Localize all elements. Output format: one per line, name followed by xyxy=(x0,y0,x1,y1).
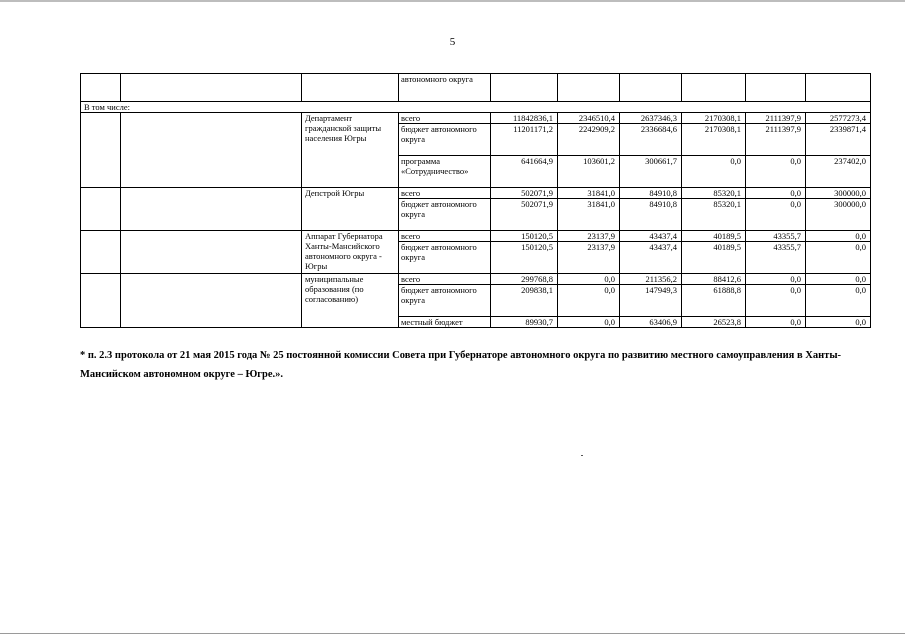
empty-cell xyxy=(121,113,302,188)
value-cell: 23137,9 xyxy=(558,231,620,242)
executor-cell: Департамент гражданской защиты населения Югры xyxy=(302,113,399,188)
value-cell: 641664,9 xyxy=(491,156,558,188)
value-cell: 43437,4 xyxy=(620,242,682,274)
table-row xyxy=(81,188,871,199)
value-cell: 2170308,1 xyxy=(682,124,746,156)
table-subheader-row xyxy=(81,102,871,113)
table-row xyxy=(81,231,871,242)
value-cell: 150120,5 xyxy=(491,231,558,242)
value-cell: 0,0 xyxy=(746,317,806,328)
value-cell: 300000,0 xyxy=(806,188,871,199)
value-cell: 209838,1 xyxy=(491,285,558,317)
empty-cell xyxy=(81,188,121,231)
executor-cell: Аппарат Губернатора Ханты-Мансийского автономного округа - Югры xyxy=(302,231,399,274)
empty-cell xyxy=(302,74,399,102)
empty-cell xyxy=(81,231,121,274)
value-cell: 300000,0 xyxy=(806,199,871,231)
value-cell: 0,0 xyxy=(682,156,746,188)
value-cell: 0,0 xyxy=(558,317,620,328)
table-body xyxy=(81,74,871,328)
value-cell xyxy=(682,74,746,102)
value-cell xyxy=(806,74,871,102)
empty-cell xyxy=(81,274,121,328)
table-row xyxy=(81,274,871,285)
value-cell: 2637346,3 xyxy=(620,113,682,124)
value-cell: 31841,0 xyxy=(558,199,620,231)
funding-source-cell: бюджет автономного округа xyxy=(399,242,491,274)
value-cell: 2111397,9 xyxy=(746,113,806,124)
value-cell: 61888,8 xyxy=(682,285,746,317)
value-cell: 2577273,4 xyxy=(806,113,871,124)
executor-cell: Депстрой Югры xyxy=(302,188,399,231)
value-cell: 0,0 xyxy=(746,199,806,231)
value-cell: 0,0 xyxy=(746,285,806,317)
value-cell: 0,0 xyxy=(746,188,806,199)
value-cell: 299768,8 xyxy=(491,274,558,285)
executor-cell: муниципальные образования (по согласованию) xyxy=(302,274,399,328)
value-cell: 88412,6 xyxy=(682,274,746,285)
funding-source-cell: бюджет автономного округа xyxy=(399,199,491,231)
value-cell: 0,0 xyxy=(746,274,806,285)
value-cell: 211356,2 xyxy=(620,274,682,285)
footnote: * п. 2.3 протокола от 21 мая 2015 года № 25 постоянной комиссии Совета при Губернаторе автономного округа по развитию местного самоуправления в Ханты-Мансийском автономном округе – Югре.». xyxy=(80,350,842,380)
value-cell xyxy=(620,74,682,102)
value-cell: 2346510,4 xyxy=(558,113,620,124)
value-cell: 150120,5 xyxy=(491,242,558,274)
value-cell: 0,0 xyxy=(558,285,620,317)
empty-cell xyxy=(121,74,302,102)
value-cell: 147949,3 xyxy=(620,285,682,317)
value-cell: 89930,7 xyxy=(491,317,558,328)
budget-table xyxy=(80,73,871,328)
value-cell: 11842836,1 xyxy=(491,113,558,124)
value-cell: 0,0 xyxy=(746,156,806,188)
value-cell: 2111397,9 xyxy=(746,124,806,156)
value-cell: 85320,1 xyxy=(682,199,746,231)
funding-source-cell: всего xyxy=(399,188,491,199)
value-cell: 2242909,2 xyxy=(558,124,620,156)
subheader-cell: В том числе: xyxy=(81,102,871,113)
empty-cell xyxy=(81,74,121,102)
value-cell: 85320,1 xyxy=(682,188,746,199)
value-cell xyxy=(491,74,558,102)
value-cell: 0,0 xyxy=(806,242,871,274)
value-cell: 0,0 xyxy=(806,317,871,328)
value-cell: 237402,0 xyxy=(806,156,871,188)
value-cell: 0,0 xyxy=(806,231,871,242)
value-cell: 43355,7 xyxy=(746,242,806,274)
value-cell: 40189,5 xyxy=(682,231,746,242)
scan-edge-top xyxy=(0,0,905,2)
funding-source-cell: программа «Сотрудничество» xyxy=(399,156,491,188)
value-cell xyxy=(558,74,620,102)
value-cell: 40189,5 xyxy=(682,242,746,274)
value-cell: 2170308,1 xyxy=(682,113,746,124)
funding-source-cell: всего xyxy=(399,274,491,285)
value-cell: 502071,9 xyxy=(491,199,558,231)
value-cell: 2336684,6 xyxy=(620,124,682,156)
funding-source-cell: бюджет автономного округа xyxy=(399,285,491,317)
page-number: 5 xyxy=(449,36,456,48)
value-cell: 2339871,4 xyxy=(806,124,871,156)
value-cell: 0,0 xyxy=(806,285,871,317)
scan-speck xyxy=(581,455,583,456)
funding-source-cell: автономного округа xyxy=(399,74,491,102)
table-row xyxy=(81,113,871,124)
value-cell: 103601,2 xyxy=(558,156,620,188)
table-row xyxy=(81,74,871,102)
value-cell: 84910,8 xyxy=(620,199,682,231)
value-cell: 23137,9 xyxy=(558,242,620,274)
funding-source-cell: бюджет автономного округа xyxy=(399,124,491,156)
empty-cell xyxy=(121,231,302,274)
value-cell xyxy=(746,74,806,102)
scan-edge-bottom xyxy=(0,633,905,634)
empty-cell xyxy=(121,274,302,328)
value-cell: 11201171,2 xyxy=(491,124,558,156)
value-cell: 300661,7 xyxy=(620,156,682,188)
value-cell: 43355,7 xyxy=(746,231,806,242)
value-cell: 502071,9 xyxy=(491,188,558,199)
funding-source-cell: всего xyxy=(399,113,491,124)
value-cell: 0,0 xyxy=(806,274,871,285)
empty-cell xyxy=(81,113,121,188)
funding-source-cell: всего xyxy=(399,231,491,242)
funding-source-cell: местный бюджет xyxy=(399,317,491,328)
value-cell: 0,0 xyxy=(558,274,620,285)
value-cell: 63406,9 xyxy=(620,317,682,328)
value-cell: 84910,8 xyxy=(620,188,682,199)
value-cell: 43437,4 xyxy=(620,231,682,242)
empty-cell xyxy=(121,188,302,231)
value-cell: 26523,8 xyxy=(682,317,746,328)
value-cell: 31841,0 xyxy=(558,188,620,199)
